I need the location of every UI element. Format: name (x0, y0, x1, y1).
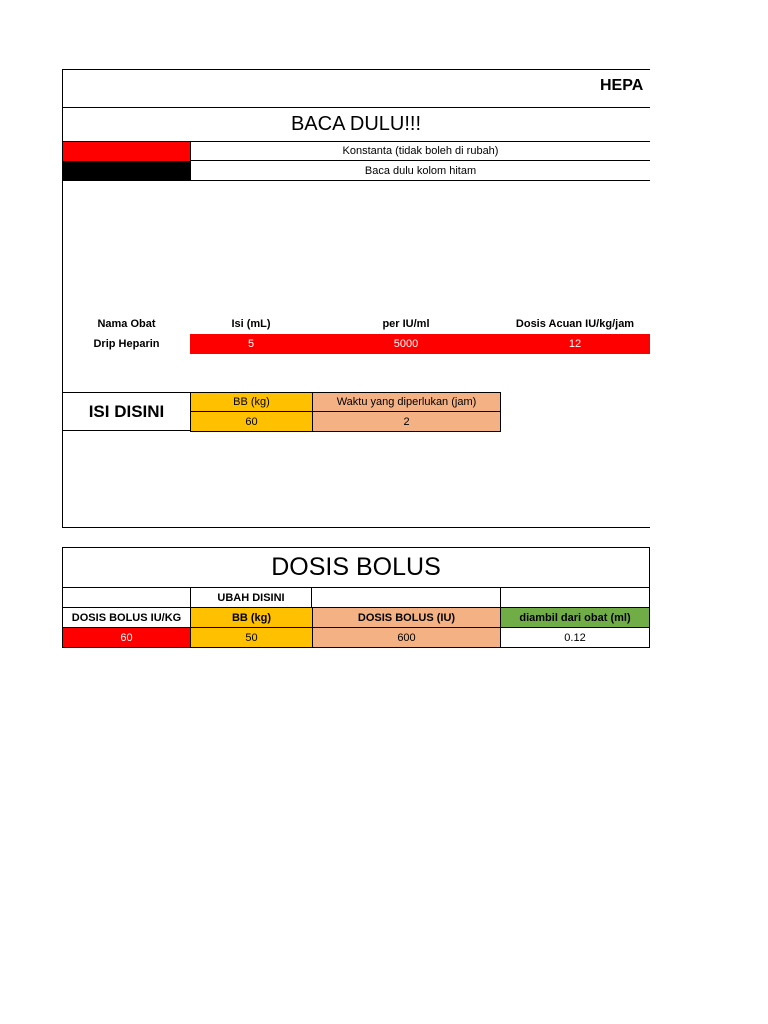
bolus-ubah-blank-2 (312, 588, 501, 607)
drug-header-volume: Isi (mL) (231, 318, 271, 330)
bolus-header-dose-per-kg: DOSIS BOLUS IU/KG (62, 607, 191, 628)
bb-header-cell: BB (kg) (190, 392, 313, 412)
drug-volume-cell: 5 (190, 334, 312, 354)
time-header-cell: Waktu yang diperlukan (jam) (312, 392, 501, 412)
drug-concentration-cell: 5000 (312, 334, 500, 354)
legend-swatch-read (63, 161, 190, 181)
bolus-header-weight: BB (kg) (190, 607, 313, 628)
drug-header-reference-dose: Dosis Acuan IU/kg/jam (515, 318, 635, 330)
bolus-dose-iu-cell: 600 (312, 627, 501, 648)
bolus-header-volume-ml: diambil dari obat (ml) (500, 607, 650, 628)
drug-header-concentration: per IU/ml (382, 318, 430, 330)
isi-disini-label: ISI DISINI (63, 393, 190, 431)
bolus-volume-ml-cell: 0.12 (500, 627, 650, 648)
time-input-cell[interactable]: 2 (312, 411, 501, 432)
drug-reference-dose-cell: 12 (500, 334, 650, 354)
drug-name-cell: Drip Heparin (93, 338, 160, 350)
legend-text-read: Baca dulu kolom hitam (190, 161, 650, 181)
drug-header-name: Nama Obat (97, 318, 156, 330)
bolus-ubah-label: UBAH DISINI (190, 588, 312, 607)
bolus-header-dose-iu: DOSIS BOLUS (IU) (312, 607, 501, 628)
bolus-title: DOSIS BOLUS (62, 548, 650, 588)
bb-input-cell[interactable]: 60 (190, 411, 313, 432)
legend-swatch-constant (63, 142, 190, 161)
sheet-title: HEPA (600, 77, 644, 94)
baca-dulu-heading: BACA DULU!!! (62, 108, 650, 142)
bolus-dose-per-kg-cell: 60 (62, 627, 191, 648)
bolus-ubah-blank-1 (63, 588, 190, 607)
legend-text-constant: Konstanta (tidak boleh di rubah) (190, 142, 650, 161)
bolus-weight-input-cell[interactable]: 50 (190, 627, 313, 648)
